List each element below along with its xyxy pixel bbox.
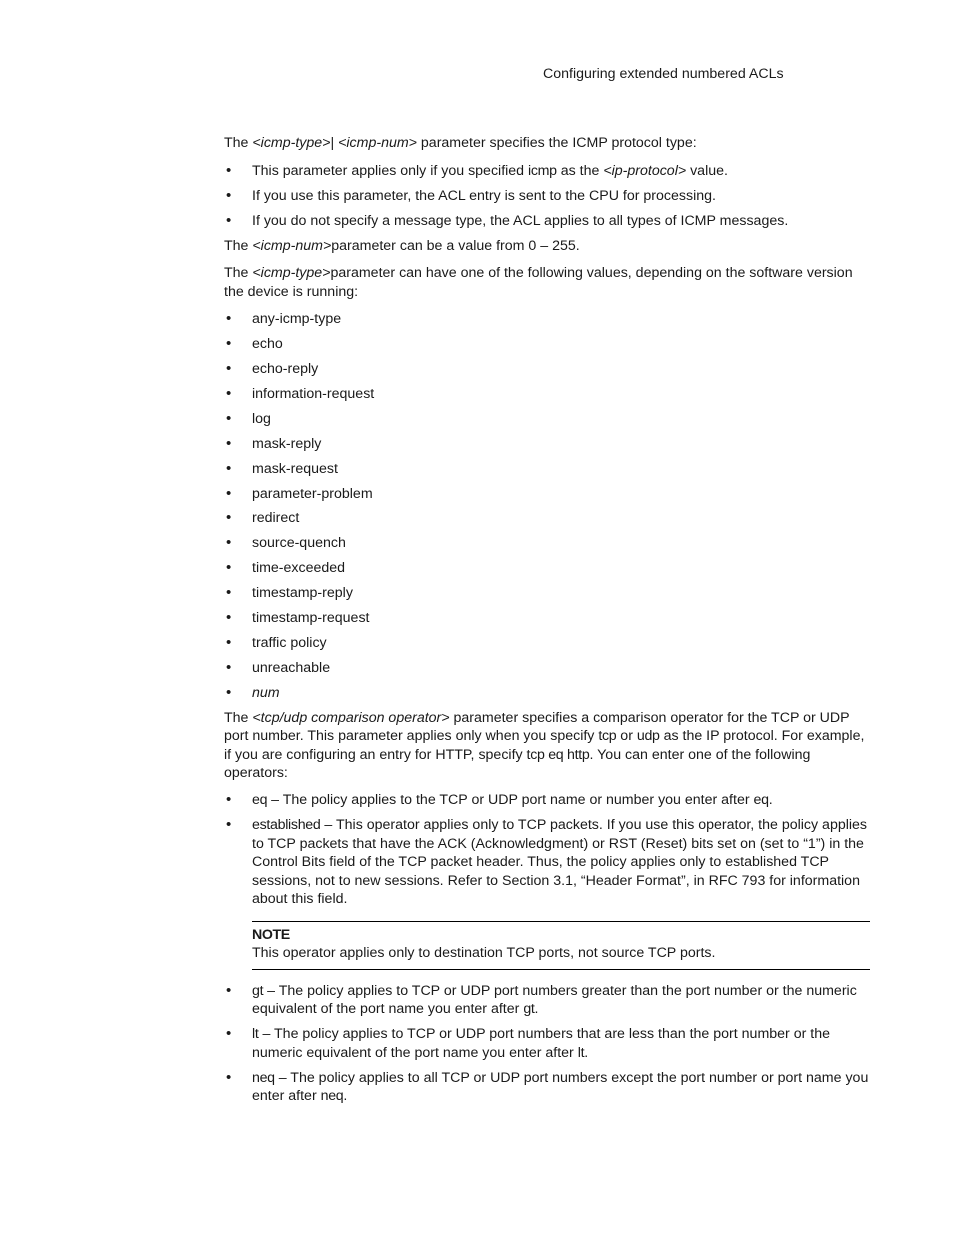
operator-gt: • gt – The policy applies to TCP or UDP port numbers greater than the port number or the numeric equivalent of the port name you enter after gt. bbox=[224, 982, 870, 1019]
list-item: • If you do not specify a message type, the ACL applies to all types of ICMP messages. bbox=[224, 212, 870, 231]
list-item: • echo bbox=[224, 335, 870, 354]
list-item: • redirect bbox=[224, 509, 870, 528]
note-box bbox=[252, 921, 870, 970]
icmp-type-values-intro: The <icmp-type>parameter can have one of the following values, depending on the software version the device is running: bbox=[224, 265, 853, 300]
list-item: • source-quench bbox=[224, 534, 870, 553]
list-item: • log bbox=[224, 410, 870, 429]
list-item: • information-request bbox=[224, 385, 870, 404]
operator-neq: • neq – The policy applies to all TCP or UDP port numbers except the port number or port name you enter after neq. bbox=[224, 1069, 870, 1106]
page-body bbox=[224, 134, 870, 1106]
operator-established: • established – This operator applies only to TCP packets. If you use this operator, the policy applies to TCP packets that have the ACK (Acknowledgment) or RST (Reset) bits set on (set to “1”) in the Control Bits field of the TCP packet header. Thus, the policy applies only to established TCP sessions, not to new sessions. Refer to Section 3.1, “Header Format”, in RFC 793 for information about this field. bbox=[224, 816, 870, 909]
note-text: This operator applies only to destination TCP ports, not source TCP ports. bbox=[252, 944, 716, 961]
note-title: NOTE bbox=[252, 926, 290, 943]
running-header: Configuring extended numbered ACLs bbox=[543, 66, 784, 82]
list-item: • parameter-problem bbox=[224, 485, 870, 504]
list-item: • This parameter applies only if you specified icmp as the <ip-protocol> value. bbox=[224, 162, 870, 181]
list-item: • time-exceeded bbox=[224, 559, 870, 578]
operator-list-top bbox=[224, 791, 870, 909]
list-item: • timestamp-request bbox=[224, 609, 870, 628]
list-item: • timestamp-reply bbox=[224, 584, 870, 603]
list-item: • mask-request bbox=[224, 460, 870, 479]
operator-eq: • eq – The policy applies to the TCP or UDP port name or number you enter after eq. bbox=[224, 791, 870, 810]
icmp-type-list bbox=[224, 310, 870, 702]
list-item: • num bbox=[224, 684, 870, 703]
comparison-operator-intro: The <tcp/udp comparison operator> parameter specifies a comparison operator for the TCP or UDP port number. This parameter applies only when you specify tcp or udp as the IP protocol. For example, if you are configuring an entry for HTTP, specify tcp eq http. You can enter one of the following operators: bbox=[224, 709, 865, 782]
icmp-type-notes bbox=[224, 162, 870, 231]
operator-list-bottom bbox=[224, 982, 870, 1106]
list-item: • If you use this parameter, the ACL entry is sent to the CPU for processing. bbox=[224, 187, 870, 206]
list-item: • any-icmp-type bbox=[224, 310, 870, 329]
list-item: • traffic policy bbox=[224, 634, 870, 653]
icmp-num-range: The <icmp-num>parameter can be a value from 0 – 255. bbox=[224, 237, 580, 254]
list-item: • echo-reply bbox=[224, 360, 870, 379]
list-item: • mask-reply bbox=[224, 435, 870, 454]
list-item: • unreachable bbox=[224, 659, 870, 678]
operator-lt: • lt – The policy applies to TCP or UDP port numbers that are less than the port number or the numeric equivalent of the port name you enter after lt. bbox=[224, 1025, 870, 1062]
icmp-type-intro: The <icmp-type>| <icmp-num> parameter specifies the ICMP protocol type: bbox=[224, 135, 697, 151]
